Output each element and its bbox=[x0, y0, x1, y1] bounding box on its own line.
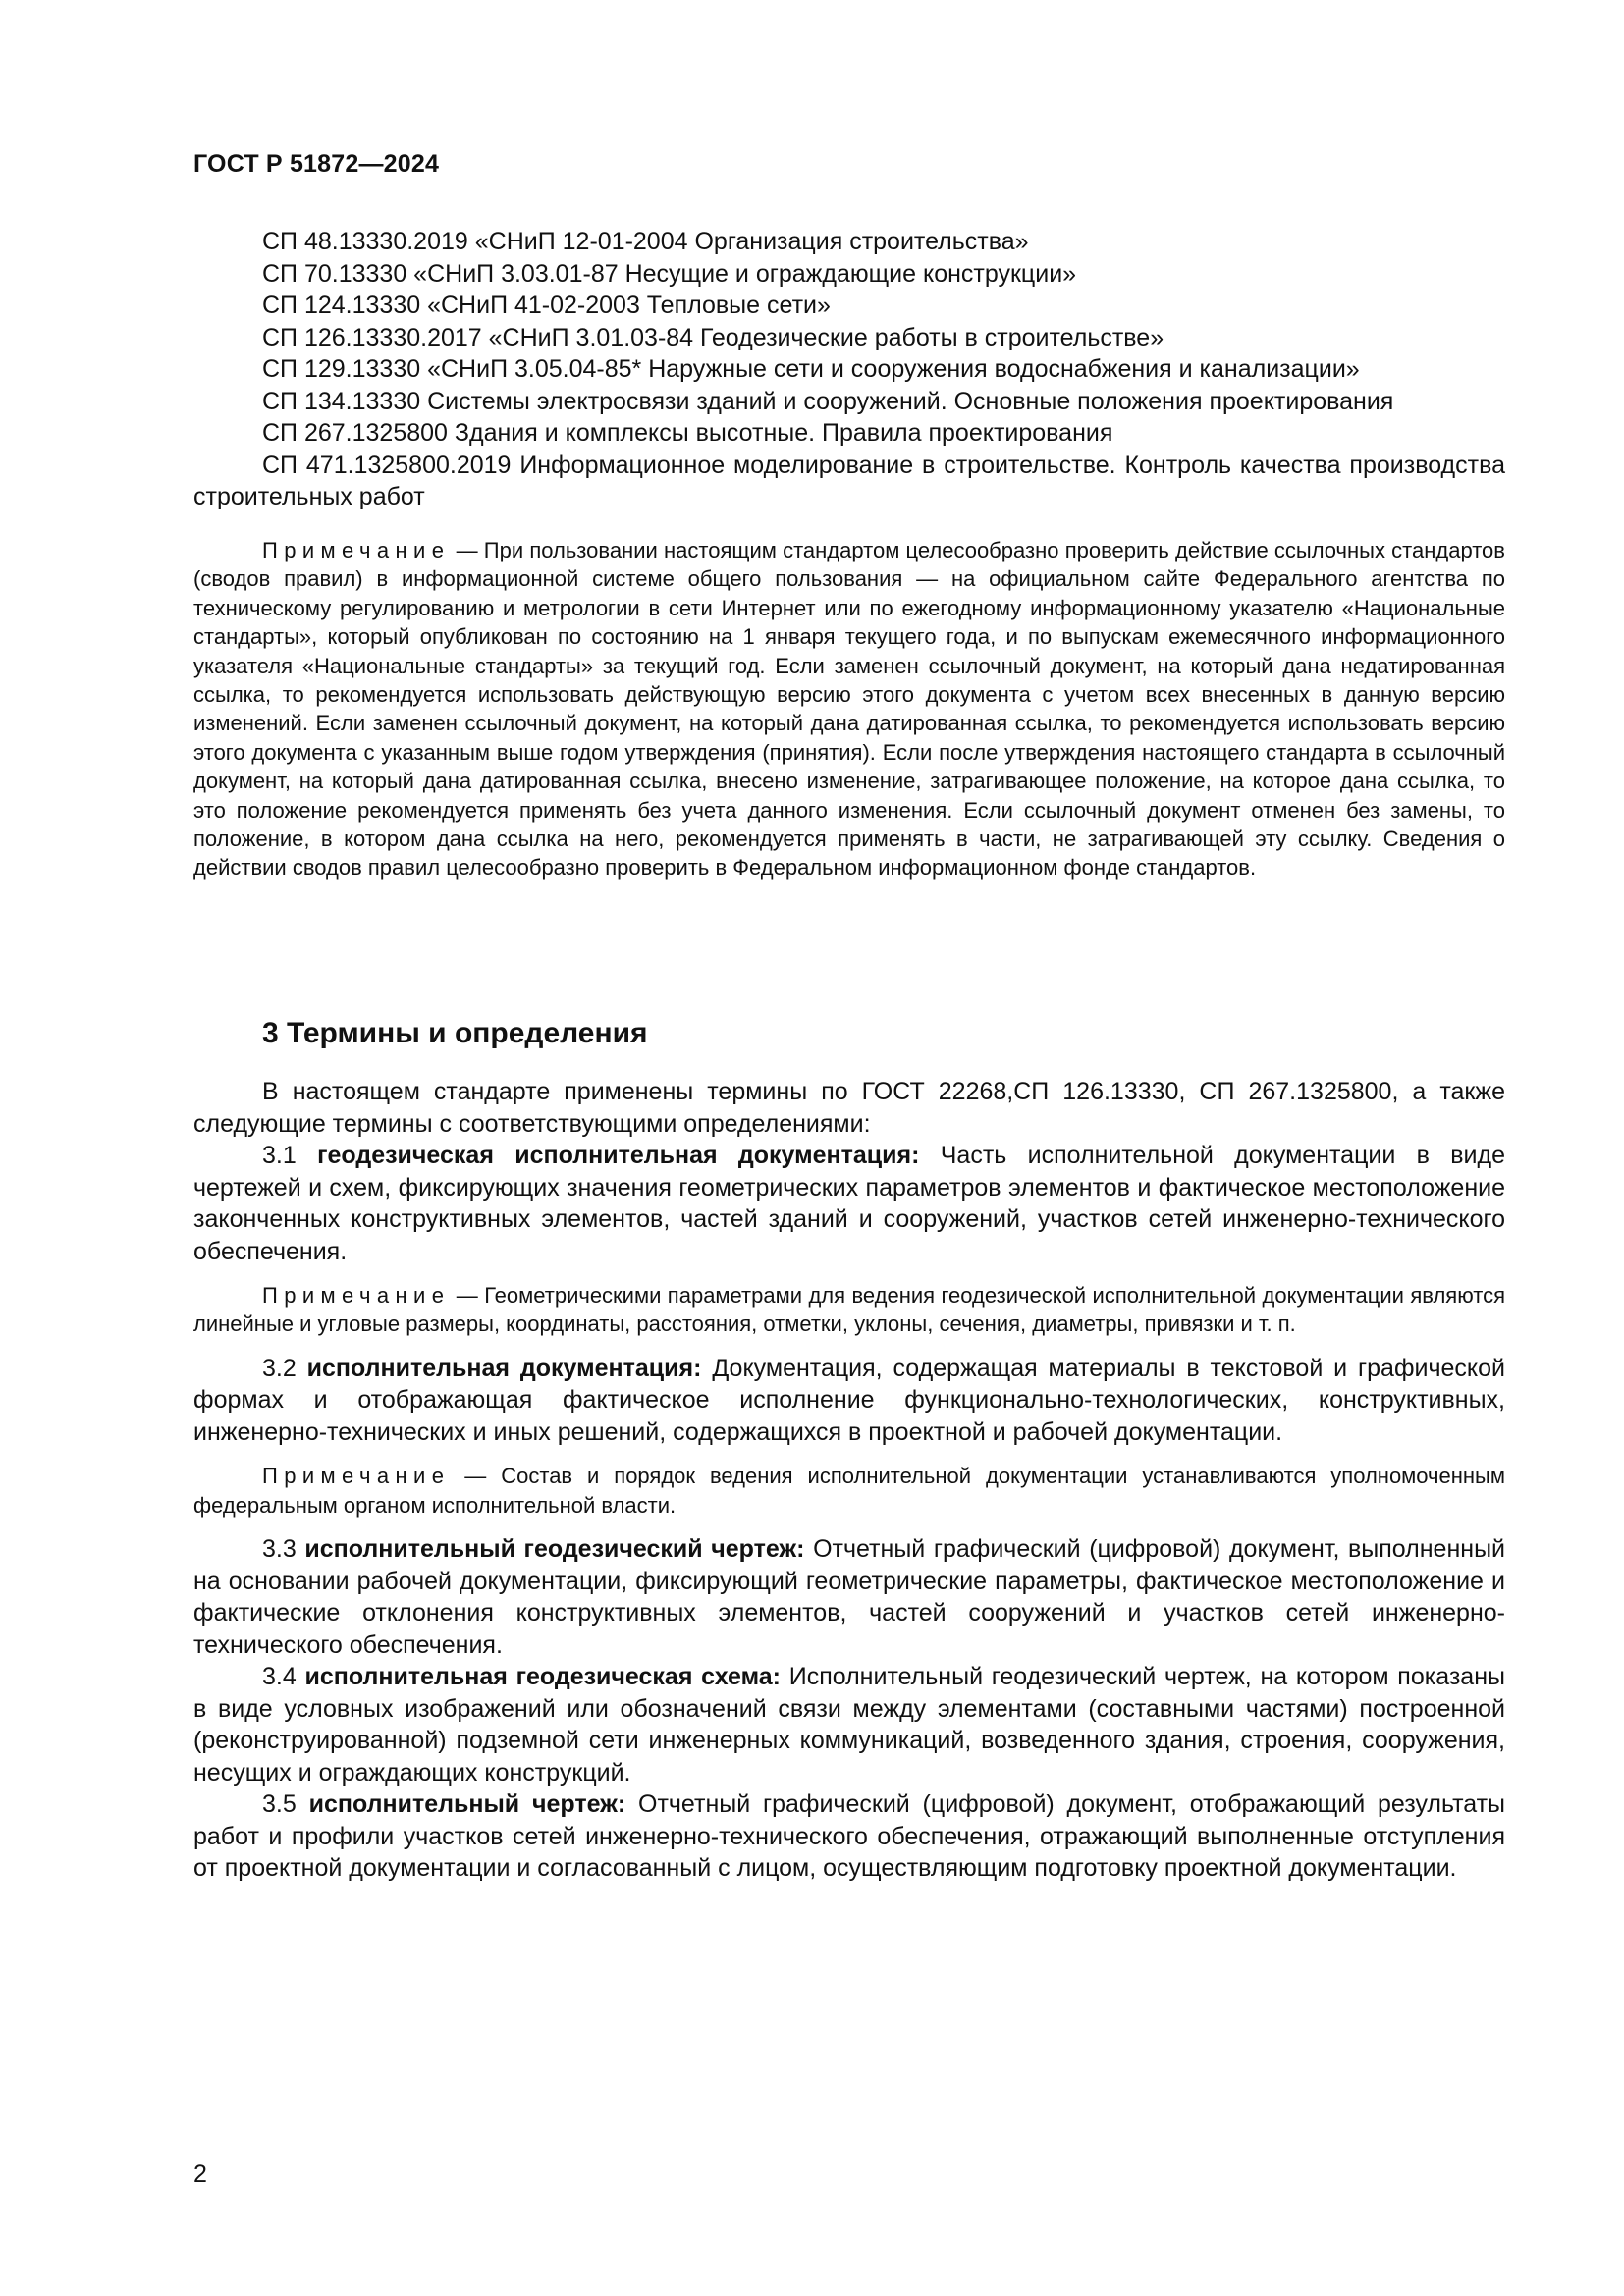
term-3-4 bbox=[193, 1661, 1505, 1789]
reference-item: СП 70.13330 «СНиП 3.03.01-87 Несущие и ограждающие конструкции» bbox=[262, 259, 1077, 288]
term-name: исполнительная геодезическая схема: bbox=[304, 1663, 781, 1691]
terms-block bbox=[193, 1076, 1505, 1885]
reference-item: СП 267.1325800 Здания и комплексы высотные. Правила проектирования bbox=[262, 419, 1113, 447]
term-3-2 bbox=[193, 1353, 1505, 1449]
note-label: Примечание bbox=[262, 1464, 451, 1489]
reference-item: СП 126.13330.2017 «СНиП 3.01.03-84 Геодезические работы в строительстве» bbox=[262, 323, 1164, 351]
term-number: 3.4 bbox=[262, 1663, 297, 1691]
reference-item: СП 471.1325800.2019 Информационное моделирование в строительстве. Контроль качества производства строительных работ bbox=[193, 451, 1505, 510]
term-definition: Часть исполнительной документации в виде чертежей и схем, фиксирующих значения геометрических параметров элементов и фактическое местоположение законченных конструктивных элементов, частей зданий и сооружений, участков сетей инженерно-технического обеспечения. bbox=[193, 1142, 1505, 1265]
term-definition: Отчетный графический (цифровой) документ, выполненный на основании рабочей документации, фиксирующий геометрические параметры, фактическое местоположение и фактические отклонения конструктивных элементов, частей сооружений и участков сетей инженерно-технического обеспечения. bbox=[193, 1535, 1506, 1659]
term-3-3 bbox=[193, 1533, 1505, 1661]
term-note bbox=[193, 1462, 1505, 1520]
term-definition: Исполнительный геодезический чертеж, на котором показаны в виде условных изображений или обозначений связи между элементами (составными частями) построенной (реконструированной) подземной сети инженерных коммуникаций, возведенного здания, строения, сооружения, несущих и ограждающих конструкций. bbox=[193, 1663, 1505, 1787]
term-number: 3.1 bbox=[262, 1142, 297, 1169]
section-title: 3 Термины и определения bbox=[262, 1017, 648, 1049]
term-name: исполнительная документация: bbox=[306, 1354, 702, 1382]
document-header: ГОСТ Р 51872—2024 bbox=[193, 150, 440, 178]
term-number: 3.3 bbox=[262, 1535, 297, 1564]
note-text: — Состав и порядок ведения исполнительной документации устанавливаются уполномоченным федеральным органом исполнительной власти. bbox=[193, 1464, 1505, 1518]
reference-item: СП 129.13330 «СНиП 3.05.04-85* Наружные сети и сооружения водоснабжения и канализации» bbox=[262, 355, 1360, 383]
note-label: Примечание bbox=[262, 538, 451, 562]
section-intro: В настоящем стандарте применены термины по ГОСТ 22268,СП 126.13330, СП 267.1325800, а также следующие термины с соответствующими определениями: bbox=[193, 1078, 1505, 1138]
note-text: — При пользовании настоящим стандартом целесообразно проверить действие ссылочных стандартов (сводов правил) в информационной системе общего пользования — на официальном сайте Федерального агентства по техническому регулированию и метрологии в сети Интернет или по ежегодному информационному указателю «Национальные стандарты», который опубликован по состоянию на 1 января текущего года, и по выпускам ежемесячного информационного указателя «Национальные стандарты» за текущий год. Если заменен ссылочный документ, на который дана недатированная ссылка, то рекомендуется использовать действующую версию этого документа с учетом всех внесенных в данную версию изменений. Если заменен ссылочный документ, на который дана датированная ссылка, то рекомендуется использовать версию этого документа с указанным выше годом утверждения (принятия). Если после утверждения настоящего стандарта в ссылочный документ, на который дана датированная ссылка, внесено изменение, затрагивающее положение, на которое дана ссылка, то это положение рекомендуется применять без учета данного изменения. Если ссылочный документ отменен без замены, то положение, в котором дана ссылка на него, рекомендуется применять в части, не затрагивающей эту ссылку. Сведения о действии сводов правил целесообразно проверить в Федеральном информационном фонде стандартов. bbox=[193, 538, 1505, 881]
term-name: исполнительный геодезический чертеж: bbox=[304, 1535, 805, 1564]
term-3-5 bbox=[193, 1789, 1505, 1885]
term-note bbox=[193, 1281, 1505, 1339]
term-definition: Документация, содержащая материалы в текстовой и графической формах и отображающая фактическое исполнение функционально-технологических, конструктивных, инженерно-технических и иных решений, содержащихся в проектной и рабочей документации. bbox=[193, 1354, 1505, 1446]
term-definition: Отчетный графический (цифровой) документ, отображающий результаты работ и профили участков сетей инженерно-технического обеспечения, отражающий выполненные отступления от проектной документации и согласованный с лицом, осуществляющим подготовку проектной документации. bbox=[193, 1790, 1506, 1883]
reference-item: СП 48.13330.2019 «СНиП 12-01-2004 Организация строительства» bbox=[262, 228, 1029, 255]
note-text: — Геометрическими параметрами для ведения геодезической исполнительной документации являются линейные и угловые размеры, координаты, расстояния, отметки, уклоны, сечения, диаметры, привязки и т. п. bbox=[193, 1283, 1505, 1337]
reference-list bbox=[193, 226, 1505, 513]
term-3-1 bbox=[193, 1140, 1505, 1267]
note-references bbox=[193, 536, 1505, 882]
term-number: 3.2 bbox=[262, 1354, 297, 1382]
reference-item: СП 134.13330 Системы электросвязи зданий и сооружений. Основные положения проектирования bbox=[262, 387, 1394, 415]
reference-item: СП 124.13330 «СНиП 41-02-2003 Тепловые сети» bbox=[262, 292, 831, 319]
page-number: 2 bbox=[193, 2161, 207, 2188]
term-name: геодезическая исполнительная документация: bbox=[317, 1142, 920, 1169]
term-name: исполнительный чертеж: bbox=[308, 1790, 626, 1819]
term-number: 3.5 bbox=[262, 1790, 297, 1819]
note-label: Примечание bbox=[262, 1283, 451, 1308]
